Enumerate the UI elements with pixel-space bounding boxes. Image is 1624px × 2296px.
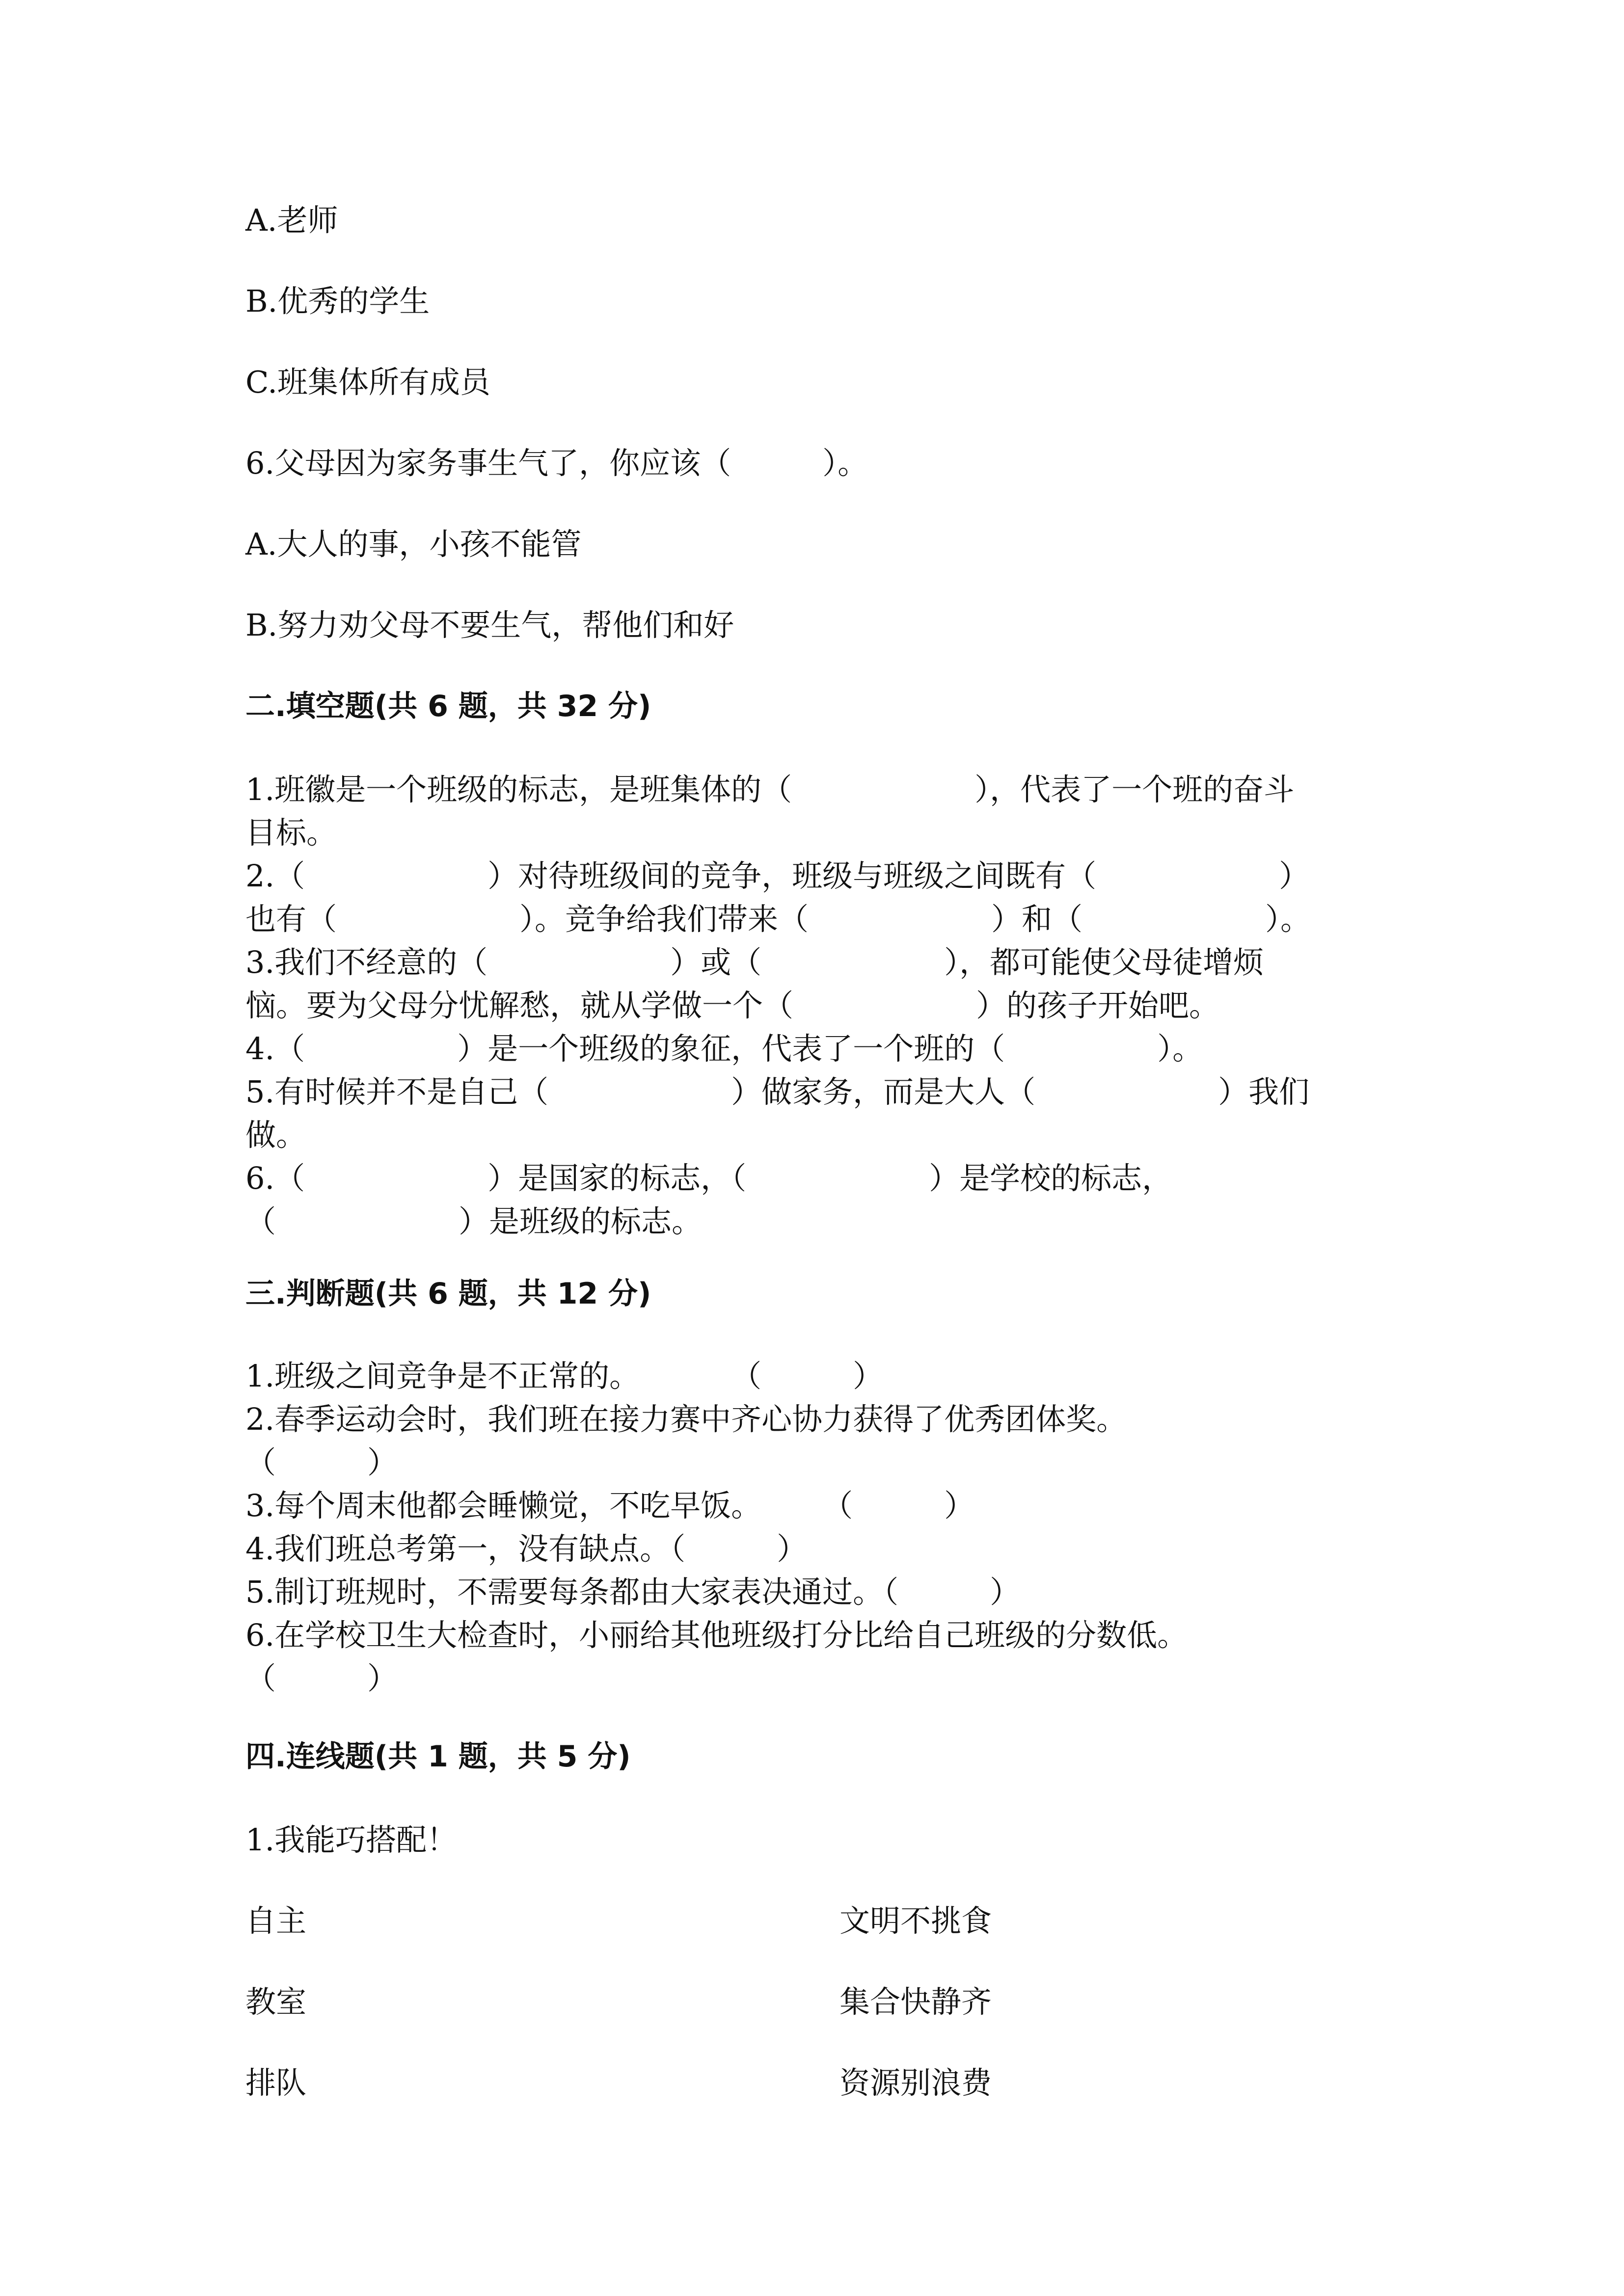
match-left-2: 教室 [245,1984,307,2020]
section-4-heading: 四.连线题(共 1 题，共 5 分) [245,1739,631,1774]
match-left-3: 排队 [245,2065,307,2101]
option-6a: A.大人的事，小孩不能管 [245,526,582,562]
section-3-heading: 三.判断题(共 6 题，共 12 分) [245,1277,651,1311]
fill-line-6: 恼。要为父母分忧解愁，就从学做一个（ ）的孩子开始吧。 [245,988,1220,1023]
judge-line-5: 4.我们班总考第一，没有缺点。（ ） [245,1531,808,1567]
judge-line-4: 3.每个周末他都会睡懒觉，不吃早饭。 （ ） [245,1488,975,1523]
fill-line-2: 目标。 [245,815,337,851]
match-right-3: 资源别浪费 [839,2065,992,2101]
match-left-1: 自主 [245,1903,307,1939]
option-6b: B.努力劝父母不要生气，帮他们和好 [245,607,734,643]
judge-line-6: 5.制订班规时，不需要每条都由大家表决通过。（ ） [245,1574,1021,1610]
judge-line-2: 2.春季运动会时，我们班在接力赛中齐心协力获得了优秀团体奖。 [245,1401,1127,1437]
fill-line-1: 1.班徽是一个班级的标志，是班集体的（ ），代表了一个班的奋斗 [245,772,1295,807]
match-right-2: 集合快静齐 [839,1984,992,2020]
fill-line-9: 做。 [245,1117,307,1153]
judge-line-7: 6.在学校卫生大检查时，小丽给其他班级打分比给自己班级的分数低。 [245,1617,1188,1653]
section-2-heading: 二.填空题(共 6 题，共 32 分) [245,689,651,723]
fill-line-5: 3.我们不经意的（ ）或（ ），都可能使父母徒增烦 [245,944,1264,980]
option-5c: C.班集体所有成员 [245,364,490,400]
judge-line-3: （ ） [245,1444,398,1480]
fill-line-8: 5.有时候并不是自己（ ）做家务，而是大人（ ）我们 [245,1074,1310,1110]
judge-line-8: （ ） [245,1660,398,1696]
fill-line-7: 4.（ ）是一个班级的象征，代表了一个班的（ ）。 [245,1031,1203,1067]
judge-line-1: 1.班级之间竞争是不正常的。 （ ） [245,1358,884,1394]
match-right-1: 文明不挑食 [839,1903,992,1939]
fill-line-3: 2.（ ）对待班级间的竞争，班级与班级之间既有（ ） [245,858,1310,894]
option-5b: B.优秀的学生 [245,283,430,319]
question-6: 6.父母因为家务事生气了，你应该（ ）。 [245,445,868,481]
matching-question: 1.我能巧搭配！ [245,1822,458,1858]
fill-line-11: （ ）是班级的标志。 [245,1203,703,1239]
fill-line-10: 6.（ ）是国家的标志，（ ）是学校的标志， [245,1160,1173,1196]
fill-line-4: 也有（ ）。竞争给我们带来（ ）和（ ）。 [245,901,1311,937]
option-5a: A.老师 [245,202,338,238]
